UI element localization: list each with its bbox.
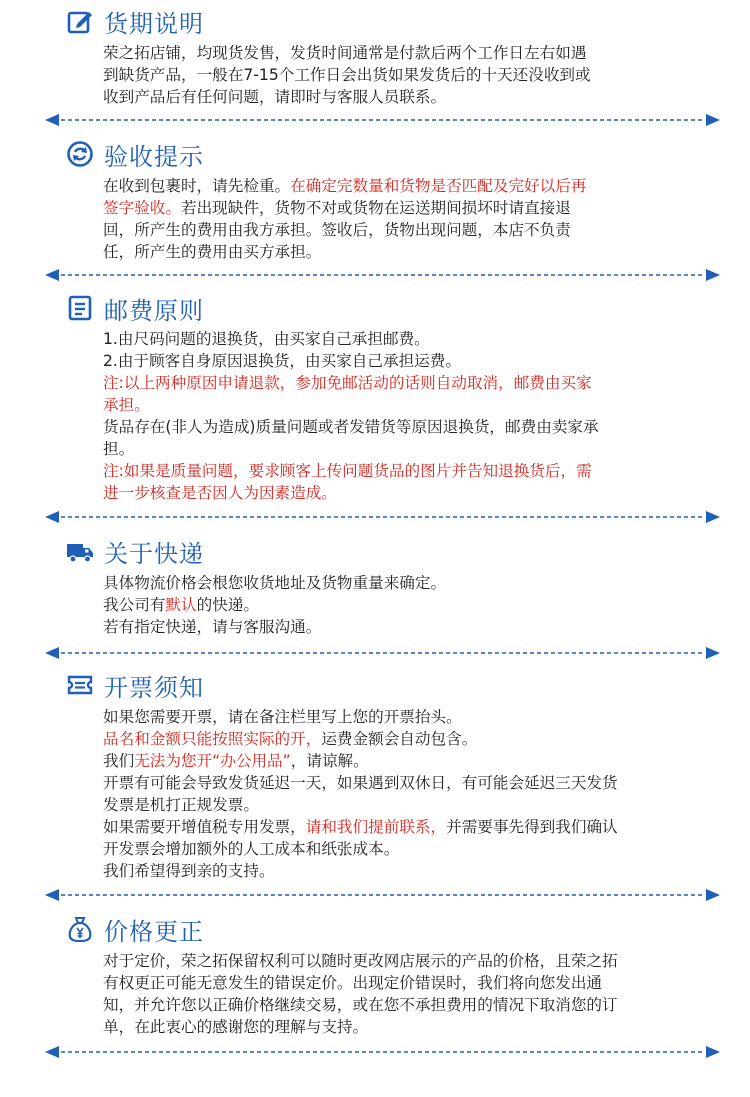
text-line: 开票有可能会导致发货延迟一天，如果遇到双休日，有可能会延迟三天发货 <box>103 774 618 792</box>
text-line: 货品存在(非人为造成)质量问题或者发错货等原因退换货，邮费由卖家承 <box>103 418 599 436</box>
text-line: 单，在此衷心的感谢您的理解与支持。 <box>103 1018 369 1036</box>
section-header <box>66 291 204 325</box>
text-line: 在收到包裹时，请先检重。在确定完数量和货物是否匹配及完好以后再 <box>103 177 587 195</box>
text-line: 荣之拓店铺，均现货发售，发货时间通常是付款后两个工作日左右如遇 <box>103 44 587 62</box>
section-body <box>103 42 708 108</box>
section-title: 开票须知 <box>104 673 204 702</box>
edit-icon <box>66 7 94 35</box>
text-line: 到缺货产品，一般在7-15个工作日会出货如果发货后的十天还没收到或 <box>103 66 591 84</box>
section-title: 货期说明 <box>104 9 204 38</box>
text-line: 对于定价，荣之拓保留权利可以随时更改网店展示的产品的价格，且荣之拓 <box>103 952 618 970</box>
refresh-icon <box>66 140 94 168</box>
text-line: 收到产品后有任何问题，请即时与客服人员联系。 <box>103 88 447 106</box>
ticket-icon <box>66 671 94 699</box>
section-header <box>66 534 204 568</box>
section-header <box>66 912 204 946</box>
section-body <box>103 706 708 882</box>
divider <box>45 1045 720 1059</box>
text-line: 若有指定快递，请与客服沟通。 <box>103 618 322 636</box>
text-line: 品名和金额只能按照实际的开，运费金额会自动包含。 <box>103 730 478 748</box>
text-line: 任，所产生的费用由买方承担。 <box>103 243 322 261</box>
section-header <box>66 4 204 38</box>
warning-text: 签字验收。 <box>103 199 181 217</box>
divider <box>45 268 720 282</box>
text-line: 我公司有默认的快递。 <box>103 596 259 614</box>
divider <box>45 113 720 127</box>
warning-text: 请和我们提前联系， <box>305 818 447 836</box>
warning-text: 注:如果是质量问题，要求顾客上传问题货品的图片并告知退换货后，需 <box>103 462 592 480</box>
section-title: 关于快递 <box>104 539 204 568</box>
section-header <box>66 668 204 702</box>
truck-icon <box>66 537 94 565</box>
warning-text: 品名和金额只能按照实际的开， <box>103 730 322 748</box>
warning-text: 注:以上两种原因申请退款，参加免邮活动的话则自动取消，邮费由买家 <box>103 374 592 392</box>
warning-text: 承担。 <box>103 396 150 414</box>
divider <box>45 510 720 524</box>
text-line: 发票是机打正规发票。 <box>103 796 259 814</box>
warning-text: 在确定完数量和货物是否匹配及完好以后再 <box>290 177 587 195</box>
text-line: 1.由尺码问题的退换货，由买家自己承担邮费。 <box>103 330 430 348</box>
text-line: 担。 <box>103 440 135 458</box>
section-title: 验收提示 <box>104 142 204 171</box>
text-line: 2.由于顾客自身原因退换货，由买家自己承担运费。 <box>103 352 461 370</box>
section-body <box>103 328 708 504</box>
text-line: 回，所产生的费用由我方承担。签收后，货物出现问题，本店不负责 <box>103 221 571 239</box>
text-line: 签字验收。若出现缺件，货物不对或货物在运送期间损坏时请直接退 <box>103 199 571 217</box>
text-line: 如果您需要开票，请在备注栏里写上您的开票抬头。 <box>103 708 462 726</box>
text-line: 如果需要开增值税专用发票，请和我们提前联系，并需要事先得到我们确认 <box>103 818 618 836</box>
divider <box>45 888 720 902</box>
warning-text: 无法为您开“办公用品” <box>134 752 291 770</box>
section-title: 邮费原则 <box>104 296 204 325</box>
money-bag-icon <box>66 915 94 943</box>
section-body <box>103 175 708 263</box>
warning-text: 进一步核查是否因人为因素造成。 <box>103 484 337 502</box>
document-icon <box>66 294 94 322</box>
text-line: 开发票会增加额外的人工成本和纸张成本。 <box>103 840 400 858</box>
text-line: 我们希望得到亲的支持。 <box>103 862 275 880</box>
section-header <box>66 137 204 171</box>
section-body <box>103 572 708 638</box>
section-title: 价格更正 <box>104 917 204 946</box>
section-body <box>103 950 708 1038</box>
divider <box>45 646 720 660</box>
text-line: 有权更正可能无意发生的错误定价。出现定价错误时，我们将向您发出通 <box>103 974 603 992</box>
text-line: 我们无法为您开“办公用品”，请谅解。 <box>103 752 369 770</box>
text-line: 具体物流价格会根您收货地址及货物重量来确定。 <box>103 574 447 592</box>
warning-text: 默认 <box>165 596 197 614</box>
text-line: 知，并允许您以正确价格继续交易，或在您不承担费用的情况下取消您的订 <box>103 996 618 1014</box>
